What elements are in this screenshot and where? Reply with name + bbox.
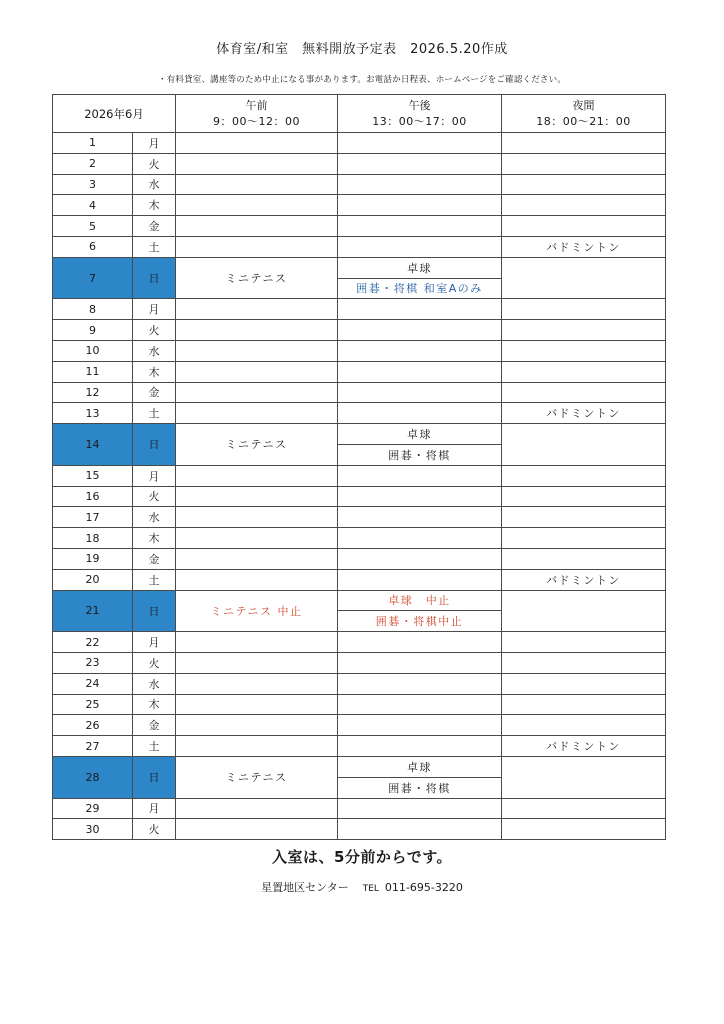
day-number: 26 [53,715,133,736]
evening-activity [502,174,666,195]
afternoon-activity [338,569,502,590]
table-row [53,548,666,569]
afternoon-activity [338,652,502,673]
evening-activity: バドミントン [502,236,666,257]
afternoon-label: 午後 [408,98,431,112]
morning-time: 9：00～12：00 [213,114,300,128]
day-number: 29 [53,798,133,819]
weekday: 金 [133,216,176,237]
afternoon-activity [338,798,502,819]
weekday: 日 [133,590,176,632]
evening-activity [502,340,666,361]
table-row [53,673,666,694]
evening-activity [502,798,666,819]
day-number: 18 [53,528,133,549]
afternoon-header [338,95,502,133]
afternoon-activity [338,632,502,653]
table-row [53,756,666,777]
table-row [53,632,666,653]
weekday: 月 [133,299,176,320]
evening-activity [502,715,666,736]
table-row [53,133,666,154]
morning-activity [176,153,338,174]
day-number: 7 [53,257,133,299]
morning-activity [176,652,338,673]
evening-activity: バドミントン [502,403,666,424]
page-title: 体育室/和室 無料開放予定表 2026.5.20作成 [216,42,508,57]
tel-label: TEL [362,884,379,894]
day-number: 1 [53,133,133,154]
afternoon-activity [338,133,502,154]
afternoon-activity-1: 卓球 中止 [338,590,502,611]
afternoon-activity [338,174,502,195]
afternoon-activity [338,153,502,174]
day-number: 24 [53,673,133,694]
weekday: 木 [133,694,176,715]
weekday: 日 [133,257,176,299]
month-header: 2026年6月 [53,95,176,133]
morning-activity [176,715,338,736]
evening-activity: バドミントン [502,736,666,757]
morning-activity [176,465,338,486]
weekday: 日 [133,756,176,798]
table-row [53,424,666,445]
weekday: 金 [133,548,176,569]
morning-activity [176,632,338,653]
morning-activity [176,299,338,320]
afternoon-activity [338,403,502,424]
morning-activity [176,569,338,590]
day-number: 11 [53,361,133,382]
day-number: 2 [53,153,133,174]
afternoon-activity [338,548,502,569]
afternoon-activity [338,507,502,528]
weekday: 水 [133,673,176,694]
morning-header [176,95,338,133]
table-row [53,590,666,611]
table-row [53,340,666,361]
morning-label: 午前 [245,98,268,112]
evening-activity [502,819,666,840]
table-row [53,486,666,507]
table-row [53,528,666,549]
contact-line [0,879,724,895]
day-number: 8 [53,299,133,320]
morning-activity: ミニテニス [176,756,338,798]
morning-activity [176,798,338,819]
table-row [53,174,666,195]
day-number: 3 [53,174,133,195]
weekday: 金 [133,382,176,403]
table-row [53,507,666,528]
evening-activity [502,361,666,382]
weekday: 土 [133,736,176,757]
day-number: 16 [53,486,133,507]
morning-activity: ミニテニス [176,257,338,299]
day-number: 15 [53,465,133,486]
afternoon-activity [338,528,502,549]
evening-activity [502,133,666,154]
evening-activity: バドミントン [502,569,666,590]
table-row [53,798,666,819]
table-row [53,715,666,736]
tel-number: 011-695-3220 [384,881,463,894]
morning-activity [176,236,338,257]
day-number: 10 [53,340,133,361]
morning-activity [176,320,338,341]
afternoon-activity-2: 囲碁・将棋 [338,777,502,798]
weekday: 火 [133,819,176,840]
day-number: 19 [53,548,133,569]
morning-activity [176,340,338,361]
weekday: 木 [133,195,176,216]
evening-activity [502,632,666,653]
table-row [53,236,666,257]
table-row [53,382,666,403]
afternoon-activity [338,673,502,694]
table-row [53,569,666,590]
weekday: 月 [133,632,176,653]
afternoon-activity [338,736,502,757]
weekday: 火 [133,652,176,673]
afternoon-activity [338,694,502,715]
table-row [53,216,666,237]
center-name: 星置地区センター [261,881,349,894]
weekday: 火 [133,320,176,341]
evening-activity [502,216,666,237]
evening-activity [502,673,666,694]
weekday: 金 [133,715,176,736]
entry-notice: 入室は、5分前からです。 [271,848,453,866]
morning-activity [176,486,338,507]
afternoon-activity-1: 卓球 [338,424,502,445]
afternoon-activity [338,486,502,507]
day-number: 27 [53,736,133,757]
table-row [53,403,666,424]
morning-activity [176,548,338,569]
afternoon-activity-1: 卓球 [338,756,502,777]
day-number: 14 [53,424,133,466]
evening-activity [502,548,666,569]
weekday: 木 [133,528,176,549]
morning-activity [176,403,338,424]
afternoon-activity [338,819,502,840]
afternoon-activity [338,216,502,237]
weekday: 日 [133,424,176,466]
afternoon-activity-2: 囲碁・将棋 [338,444,502,465]
afternoon-activity-2: 囲碁・将棋中止 [338,611,502,632]
weekday: 火 [133,153,176,174]
day-number: 21 [53,590,133,632]
table-row [53,736,666,757]
evening-activity [502,756,666,798]
evening-activity [502,299,666,320]
morning-activity [176,673,338,694]
evening-activity [502,424,666,466]
evening-activity [502,465,666,486]
weekday: 月 [133,133,176,154]
afternoon-activity [338,195,502,216]
weekday: 水 [133,340,176,361]
schedule-note: ・有料貸室、講座等のため中止になる事があります。お電話か日程表、ホームページをご確認ください。 [157,75,567,85]
header-row [53,95,666,133]
table-row [53,257,666,278]
weekday: 月 [133,465,176,486]
morning-activity [176,133,338,154]
day-number: 9 [53,320,133,341]
morning-activity [176,528,338,549]
day-number: 5 [53,216,133,237]
afternoon-activity [338,340,502,361]
table-row [53,299,666,320]
weekday: 土 [133,569,176,590]
morning-activity [176,736,338,757]
afternoon-time: 13：00～17：00 [372,114,467,128]
evening-label: 夜間 [572,98,595,112]
evening-activity [502,486,666,507]
morning-activity [176,382,338,403]
weekday: 水 [133,174,176,195]
evening-activity [502,528,666,549]
table-row [53,320,666,341]
afternoon-activity [338,382,502,403]
afternoon-activity [338,320,502,341]
evening-activity [502,320,666,341]
afternoon-activity [338,715,502,736]
table-row [53,465,666,486]
morning-activity: ミニテニス [176,424,338,466]
evening-activity [502,590,666,632]
table-row [53,652,666,673]
day-number: 6 [53,236,133,257]
afternoon-activity [338,236,502,257]
evening-activity [502,694,666,715]
evening-activity [502,257,666,299]
table-row [53,694,666,715]
evening-activity [502,507,666,528]
morning-activity [176,361,338,382]
day-number: 28 [53,756,133,798]
morning-activity [176,216,338,237]
schedule-table [52,94,666,840]
morning-activity [176,819,338,840]
afternoon-activity-1: 卓球 [338,257,502,278]
afternoon-activity [338,361,502,382]
table-row [53,819,666,840]
weekday: 火 [133,486,176,507]
weekday: 土 [133,236,176,257]
day-number: 17 [53,507,133,528]
day-number: 13 [53,403,133,424]
evening-header [502,95,666,133]
morning-activity [176,174,338,195]
afternoon-activity [338,299,502,320]
day-number: 25 [53,694,133,715]
day-number: 23 [53,652,133,673]
weekday: 木 [133,361,176,382]
table-row [53,153,666,174]
morning-activity [176,694,338,715]
evening-activity [502,652,666,673]
table-row [53,195,666,216]
day-number: 22 [53,632,133,653]
morning-activity: ミニテニス 中止 [176,590,338,632]
table-row [53,361,666,382]
weekday: 水 [133,507,176,528]
afternoon-activity [338,465,502,486]
evening-activity [502,153,666,174]
afternoon-activity-2: 囲碁・将棋 和室Aのみ [338,278,502,299]
morning-activity [176,507,338,528]
day-number: 12 [53,382,133,403]
day-number: 30 [53,819,133,840]
day-number: 4 [53,195,133,216]
morning-activity [176,195,338,216]
day-number: 20 [53,569,133,590]
evening-activity [502,382,666,403]
weekday: 月 [133,798,176,819]
weekday: 土 [133,403,176,424]
evening-time: 18：00～21：00 [536,114,631,128]
evening-activity [502,195,666,216]
